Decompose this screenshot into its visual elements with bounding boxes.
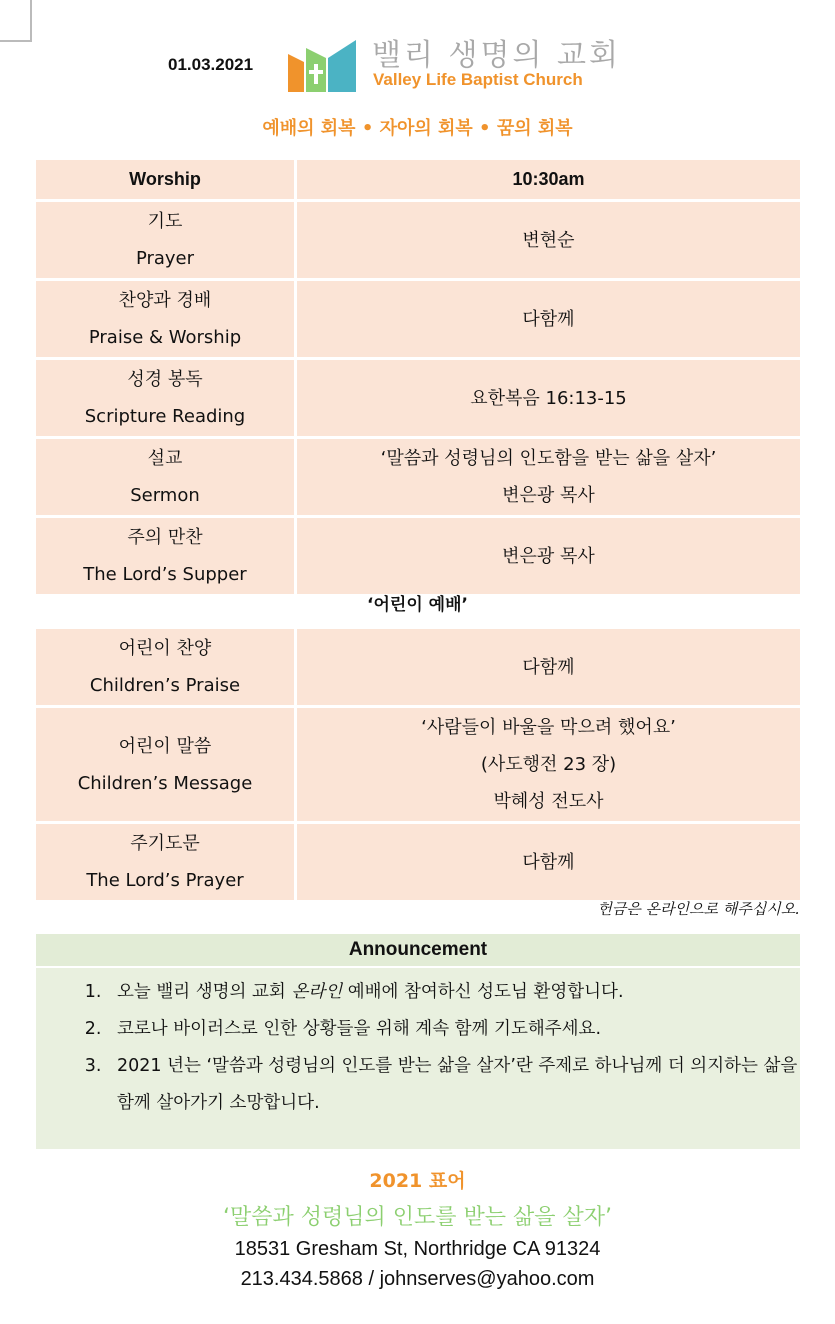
worship-header-label: Worship [36,160,297,199]
worship-order-table [36,157,800,597]
table-header-row [36,160,800,199]
children-worship-table [36,626,800,903]
children-worship-title: ‘어린이 예배’ [367,595,468,615]
bulletin-date: 01.03.2021 [168,55,254,74]
table-row [36,439,800,515]
table-row [36,360,800,436]
church-motto: 예배의 회복 • 자아의 회복 • 꿈의 회복 [262,118,573,139]
service-item-name: 설교 Sermon [36,439,297,515]
service-item-name: 기도 Prayer [36,202,297,278]
church-contact: 213.434.5868 / johnserves@yahoo.com [240,1268,595,1290]
service-item-name: 주기도문 The Lord’s Prayer [36,824,297,900]
service-item-name: 주의 만찬 The Lord’s Supper [36,518,297,594]
table-row [36,518,800,594]
church-address: 18531 Gresham St, Northridge CA 91324 [234,1238,601,1260]
service-item-detail: ‘사람들이 바울을 막으려 했어요’ (사도행전 23 장) 박혜성 전도사 [297,708,800,821]
table-row [36,824,800,900]
table-row [36,708,800,821]
service-item-name: 성경 봉독 Scripture Reading [36,360,297,436]
table-row [36,281,800,357]
year-word-title: 2021 표어 [369,1170,466,1192]
service-item-detail: ‘말씀과 성령님의 인도함을 받는 삶을 살자’ 변은광 목사 [297,439,800,515]
announcement-list [36,974,800,1122]
service-item-detail: 변은광 목사 [297,518,800,594]
list-item: 2. 코로나 바이러스로 인한 상황들을 위해 계속 함께 기도해주세요. [107,1011,800,1048]
service-item-detail: 변현순 [297,202,800,278]
offering-note: 헌금은 온라인으로 해주십시오. [597,900,800,918]
year-word: ‘말씀과 성령님의 인도를 받는 삶을 살자’ [223,1205,612,1230]
service-item-detail: 다함께 [297,629,800,705]
list-item: 1. 오늘 밸리 생명의 교회 온라인 예배에 참여하신 성도님 환영합니다. [107,974,800,1011]
bulletin-header [0,30,835,100]
service-item-name: 어린이 말씀 Children’s Message [36,708,297,821]
church-name-english: Valley Life Baptist Church [373,70,583,89]
service-item-name: 어린이 찬양 Children’s Praise [36,629,297,705]
service-item-detail: 다함께 [297,281,800,357]
announcement-box [36,934,800,1149]
worship-time: 10:30am [297,160,800,199]
church-logo-icon [288,36,356,92]
table-row [36,202,800,278]
table-row [36,629,800,705]
service-item-name: 찬양과 경배 Praise & Worship [36,281,297,357]
announcement-title: Announcement [36,934,800,968]
list-item: 3. 2021 년는 ‘말씀과 성령님의 인도를 받는 삶을 살자’란 주제로 하나님께 더 의지하는 삶을 함께 살아가기 소망합니다. [107,1048,800,1122]
church-name-korean: 밸리 생명의 교회 [372,38,621,73]
service-item-detail: 요한복음 16:13-15 [297,360,800,436]
service-item-detail: 다함께 [297,824,800,900]
